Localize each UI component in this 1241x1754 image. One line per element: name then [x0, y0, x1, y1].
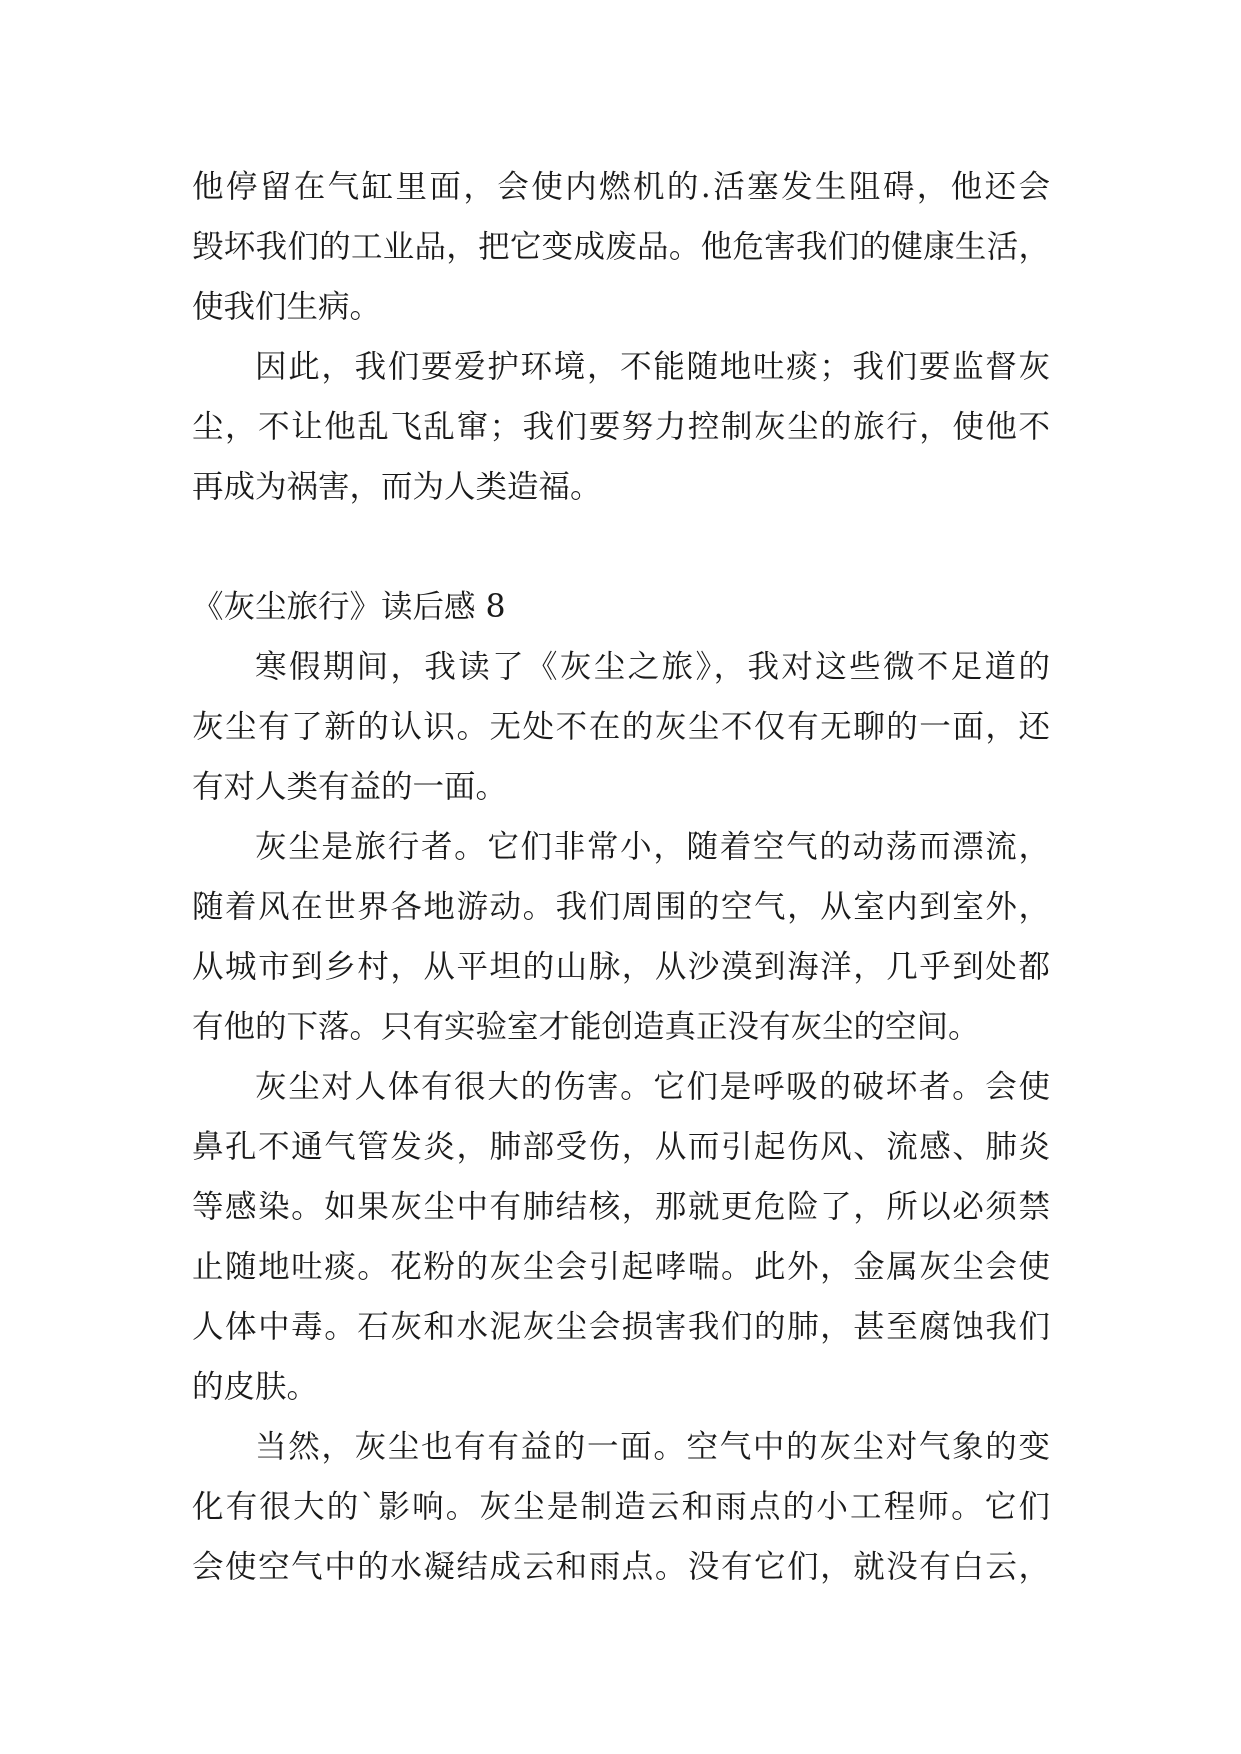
text-line: 随着风在世界各地游动。我们周围的空气，从室内到室外， — [192, 889, 1050, 925]
text-line: 等感染。如果灰尘中有肺结核，那就更危险了，所以必须禁 — [192, 1189, 1050, 1225]
text-line: 尘，不让他乱飞乱窜；我们要努力控制灰尘的旅行，使他不 — [192, 409, 1050, 445]
text-line: 灰尘对人体有很大的伤害。它们是呼吸的破坏者。会使 — [255, 1069, 1050, 1105]
document-body — [192, 157, 1050, 1597]
section-spacer — [192, 517, 1050, 577]
text-line: 人体中毒。石灰和水泥灰尘会损害我们的肺，甚至腐蚀我们 — [192, 1309, 1050, 1345]
text-line: 寒假期间，我读了《灰尘之旅》，我对这些微不足道的 — [255, 649, 1050, 685]
text-line: 当然，灰尘也有有益的一面。空气中的灰尘对气象的变 — [255, 1429, 1050, 1465]
text-line: 会使空气中的水凝结成云和雨点。没有它们，就没有白云， — [192, 1549, 1050, 1585]
text-line: 灰尘是旅行者。它们非常小，随着空气的动荡而漂流， — [255, 829, 1050, 865]
text-line: 灰尘有了新的认识。无处不在的灰尘不仅有无聊的一面，还 — [192, 709, 1050, 745]
paragraph-continuation — [192, 157, 1050, 337]
text-line: 有对人类有益的一面。 — [192, 769, 508, 805]
text-line: 再成为祸害，而为人类造福。 — [192, 469, 602, 505]
text-line: 化有很大的`影响。灰尘是制造云和雨点的小工程师。它们 — [192, 1489, 1050, 1525]
paragraph-conclusion — [192, 337, 1050, 517]
text-line: 他停留在气缸里面，会使内燃机的.活塞发生阻碍，他还会 — [192, 169, 1050, 205]
text-line: 有他的下落。只有实验室才能创造真正没有灰尘的空间。 — [192, 1009, 980, 1045]
paragraph-intro — [192, 637, 1050, 817]
text-line: 从城市到乡村，从平坦的山脉，从沙漠到海洋，几乎到处都 — [192, 949, 1050, 985]
text-line: 鼻孔不通气管发炎，肺部受伤，从而引起伤风、流感、肺炎 — [192, 1129, 1050, 1165]
text-line: 使我们生病。 — [192, 289, 382, 325]
paragraph-harm — [192, 1057, 1050, 1417]
section-title: 《灰尘旅行》读后感 8 — [192, 589, 506, 625]
text-line: 的皮肤。 — [192, 1369, 319, 1405]
paragraph-benefit — [192, 1417, 1050, 1597]
text-line: 毁坏我们的工业品，把它变成废品。他危害我们的健康生活， — [192, 229, 1050, 265]
text-line: 因此，我们要爱护环境，不能随地吐痰；我们要监督灰 — [255, 349, 1050, 385]
paragraph-traveler — [192, 817, 1050, 1057]
text-line: 止随地吐痰。花粉的灰尘会引起哮喘。此外，金属灰尘会使 — [192, 1249, 1050, 1285]
